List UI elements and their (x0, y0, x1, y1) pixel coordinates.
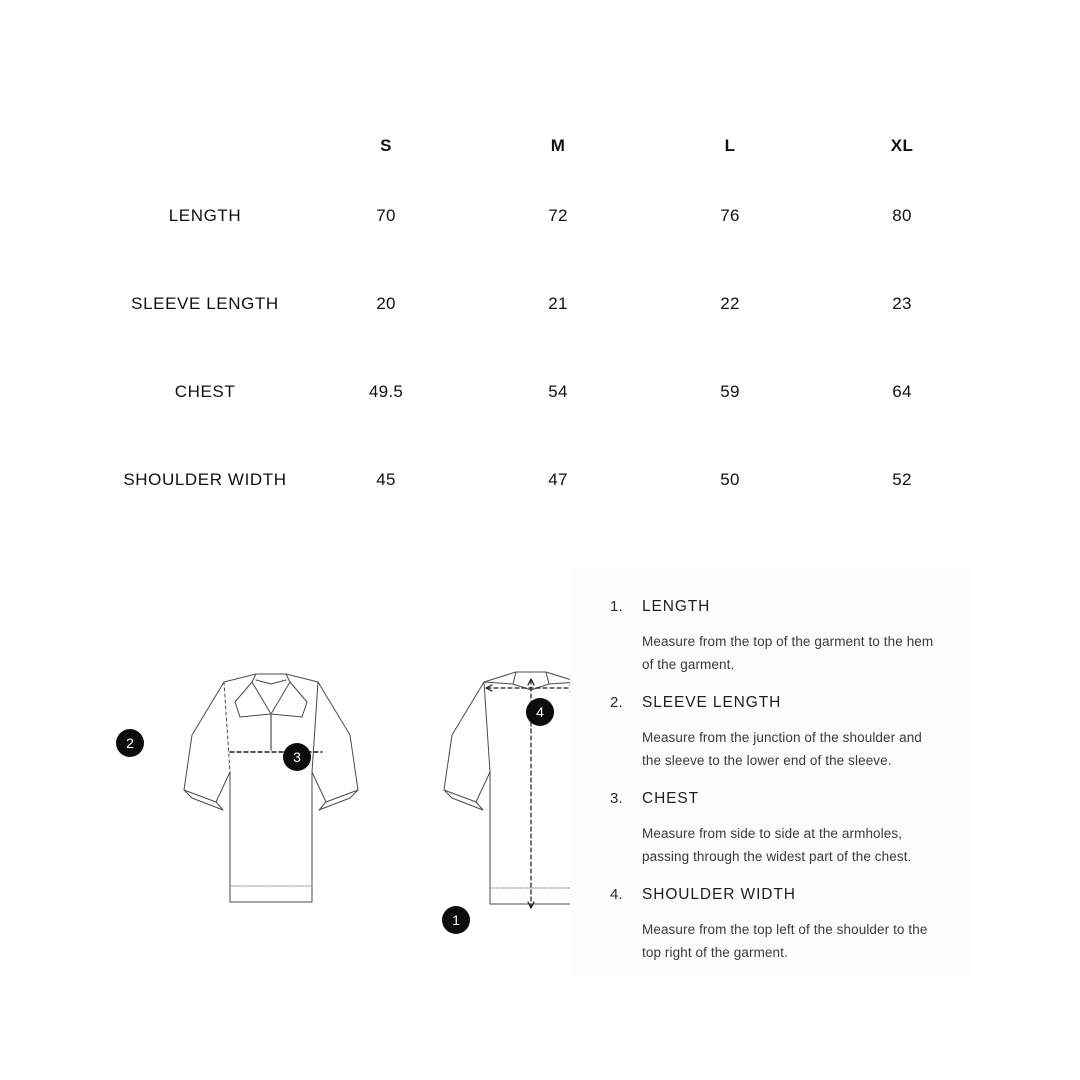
cell-shoulder-width-m: 47 (548, 470, 568, 490)
cell-length-s: 70 (376, 206, 396, 226)
cell-length-l: 76 (720, 206, 740, 226)
row-label-sleeve-length: SLEEVE LENGTH (131, 294, 279, 314)
cell-chest-l: 59 (720, 382, 740, 402)
marker-badge-1 (442, 906, 470, 934)
table-row (110, 172, 970, 260)
size-header-l: L (724, 136, 736, 156)
marker-badge-4 (526, 698, 554, 726)
row-label-length: LENGTH (168, 206, 242, 226)
instruction-body-4 (642, 884, 940, 964)
instruction-body-2 (642, 692, 940, 772)
instruction-body-3 (642, 788, 940, 868)
marker-label-4: 4 (536, 704, 544, 720)
marker-badge-3 (283, 743, 311, 771)
instruction-title-shoulder-width: SHOULDER WIDTH (642, 886, 796, 903)
cell-shoulder-width-l: 50 (720, 470, 740, 490)
instruction-item-shoulder-width (570, 884, 970, 964)
instruction-description-chest: Measure from side to side at the armholes, passing through the widest part of the chest. (642, 826, 912, 864)
row-label-shoulder-width: SHOULDER WIDTH (123, 470, 287, 490)
instruction-title-length: LENGTH (642, 598, 711, 615)
cell-length-m: 72 (548, 206, 568, 226)
garment-diagram-svg (80, 640, 600, 960)
size-header-xl: XL (890, 136, 914, 156)
instruction-number-1: 1. (610, 598, 623, 615)
cell-chest-s: 49.5 (368, 382, 404, 402)
instruction-title-sleeve-length: SLEEVE LENGTH (642, 694, 782, 711)
polo-shirt-front-icon (184, 674, 358, 902)
cell-length-xl: 80 (892, 206, 912, 226)
table-row (110, 260, 970, 348)
instruction-item-chest (570, 788, 970, 868)
instruction-item-sleeve-length (570, 692, 970, 772)
instruction-number-2: 2. (610, 694, 623, 711)
cell-sleeve-length-xl: 23 (892, 294, 912, 314)
table-row (110, 436, 970, 524)
cell-chest-xl: 64 (892, 382, 912, 402)
size-chart-table (110, 120, 970, 524)
cell-sleeve-length-m: 21 (548, 294, 568, 314)
cell-shoulder-width-s: 45 (376, 470, 396, 490)
cell-chest-m: 54 (548, 382, 568, 402)
instruction-body-1 (642, 596, 940, 676)
instruction-description-sleeve-length: Measure from the junction of the shoulder and the sleeve to the lower end of the sleeve. (642, 730, 922, 768)
instruction-description-length: Measure from the top of the garment to the hem of the garment. (642, 634, 934, 672)
marker-label-3: 3 (293, 749, 301, 765)
marker-label-2: 2 (126, 735, 134, 751)
instruction-number-3: 3. (610, 790, 623, 807)
instruction-item-length (570, 596, 970, 676)
instruction-number-4: 4. (610, 886, 623, 903)
table-header-row (110, 120, 970, 172)
row-label-chest: CHEST (174, 382, 236, 402)
garment-diagram (80, 640, 600, 960)
size-header-s: S (380, 136, 392, 156)
cell-sleeve-length-l: 22 (720, 294, 740, 314)
size-header-m: M (550, 136, 566, 156)
marker-badge-2 (116, 729, 144, 757)
measurement-instructions-panel (570, 568, 970, 976)
marker-label-1: 1 (452, 912, 460, 928)
cell-sleeve-length-s: 20 (376, 294, 396, 314)
instruction-description-shoulder-width: Measure from the top left of the shoulder to the top right of the garment. (642, 922, 928, 960)
cell-shoulder-width-xl: 52 (892, 470, 912, 490)
table-row (110, 348, 970, 436)
instruction-title-chest: CHEST (642, 790, 700, 807)
